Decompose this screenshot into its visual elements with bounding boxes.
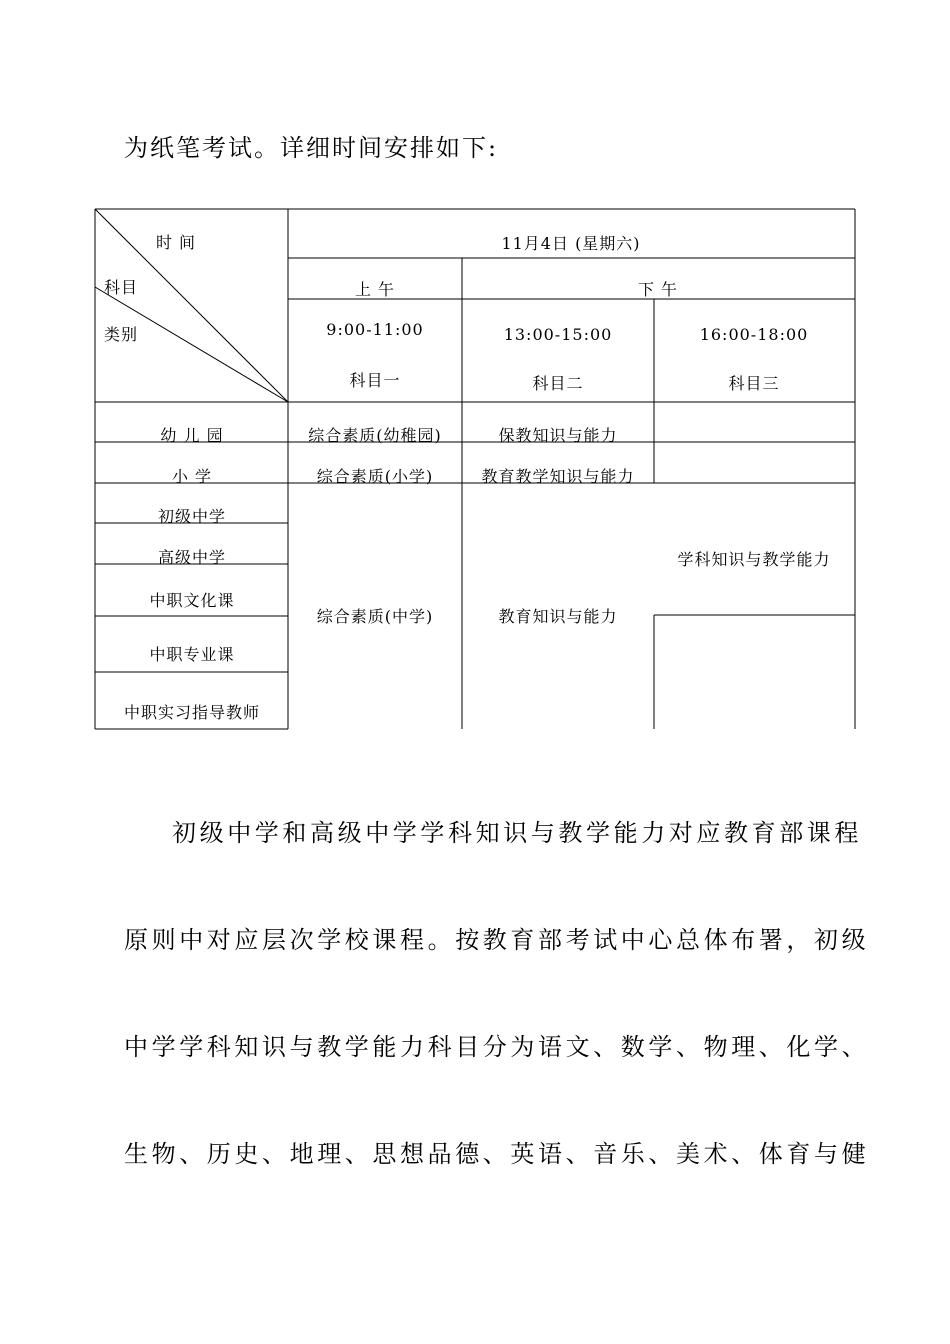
kindergarten-subject2: 保教知识与能力 bbox=[498, 426, 618, 445]
morning-header: 上 午 bbox=[354, 280, 396, 299]
slot-subject: 科目三 bbox=[728, 374, 780, 393]
paragraph-line: 原则中对应层次学校课程。按教育部考试中心总体布署，初级 bbox=[124, 926, 870, 954]
secondary-subject2: 教育知识与能力 bbox=[498, 607, 618, 626]
corner-time-label: 时 间 bbox=[155, 233, 197, 252]
afternoon-header: 下 午 bbox=[637, 280, 679, 299]
intro-text: 为纸笔考试。详细时间安排如下: bbox=[124, 134, 499, 162]
secondary-subject3: 学科知识与教学能力 bbox=[677, 550, 831, 569]
paragraph-line: 中学学科知识与教学能力科目分为语文、数学、物理、化学、 bbox=[124, 1033, 870, 1061]
category-label: 小 学 bbox=[171, 467, 213, 486]
category-label: 初级中学 bbox=[157, 507, 227, 526]
secondary-subject1: 综合素质(中学) bbox=[316, 607, 434, 626]
corner-category-label: 类别 bbox=[104, 325, 139, 344]
kindergarten-subject1: 综合素质(幼稚园) bbox=[308, 426, 442, 445]
primary-subject2: 教育教学知识与能力 bbox=[481, 467, 635, 486]
primary-subject1: 综合素质(小学) bbox=[316, 467, 434, 486]
slot-time: 9:00-11:00 bbox=[326, 320, 424, 339]
slot-subject: 科目二 bbox=[532, 374, 584, 393]
paragraph-line: 初级中学和高级中学学科知识与教学能力对应教育部课程 bbox=[172, 819, 862, 847]
date-header: 11月4日 (星期六) bbox=[501, 234, 641, 253]
category-label: 高级中学 bbox=[157, 548, 227, 567]
corner-subject-label: 科目 bbox=[104, 278, 139, 297]
category-label: 中职专业课 bbox=[149, 645, 235, 664]
category-label: 中职文化课 bbox=[149, 591, 235, 610]
paragraph-line: 生物、历史、地理、思想品德、英语、音乐、美术、体育与健 bbox=[124, 1140, 870, 1168]
category-label: 中职实习指导教师 bbox=[123, 703, 261, 722]
slot-subject: 科目一 bbox=[349, 371, 401, 390]
slot-time: 13:00-15:00 bbox=[503, 325, 613, 344]
slot-time: 16:00-18:00 bbox=[699, 325, 809, 344]
category-label: 幼 儿 园 bbox=[160, 426, 224, 445]
